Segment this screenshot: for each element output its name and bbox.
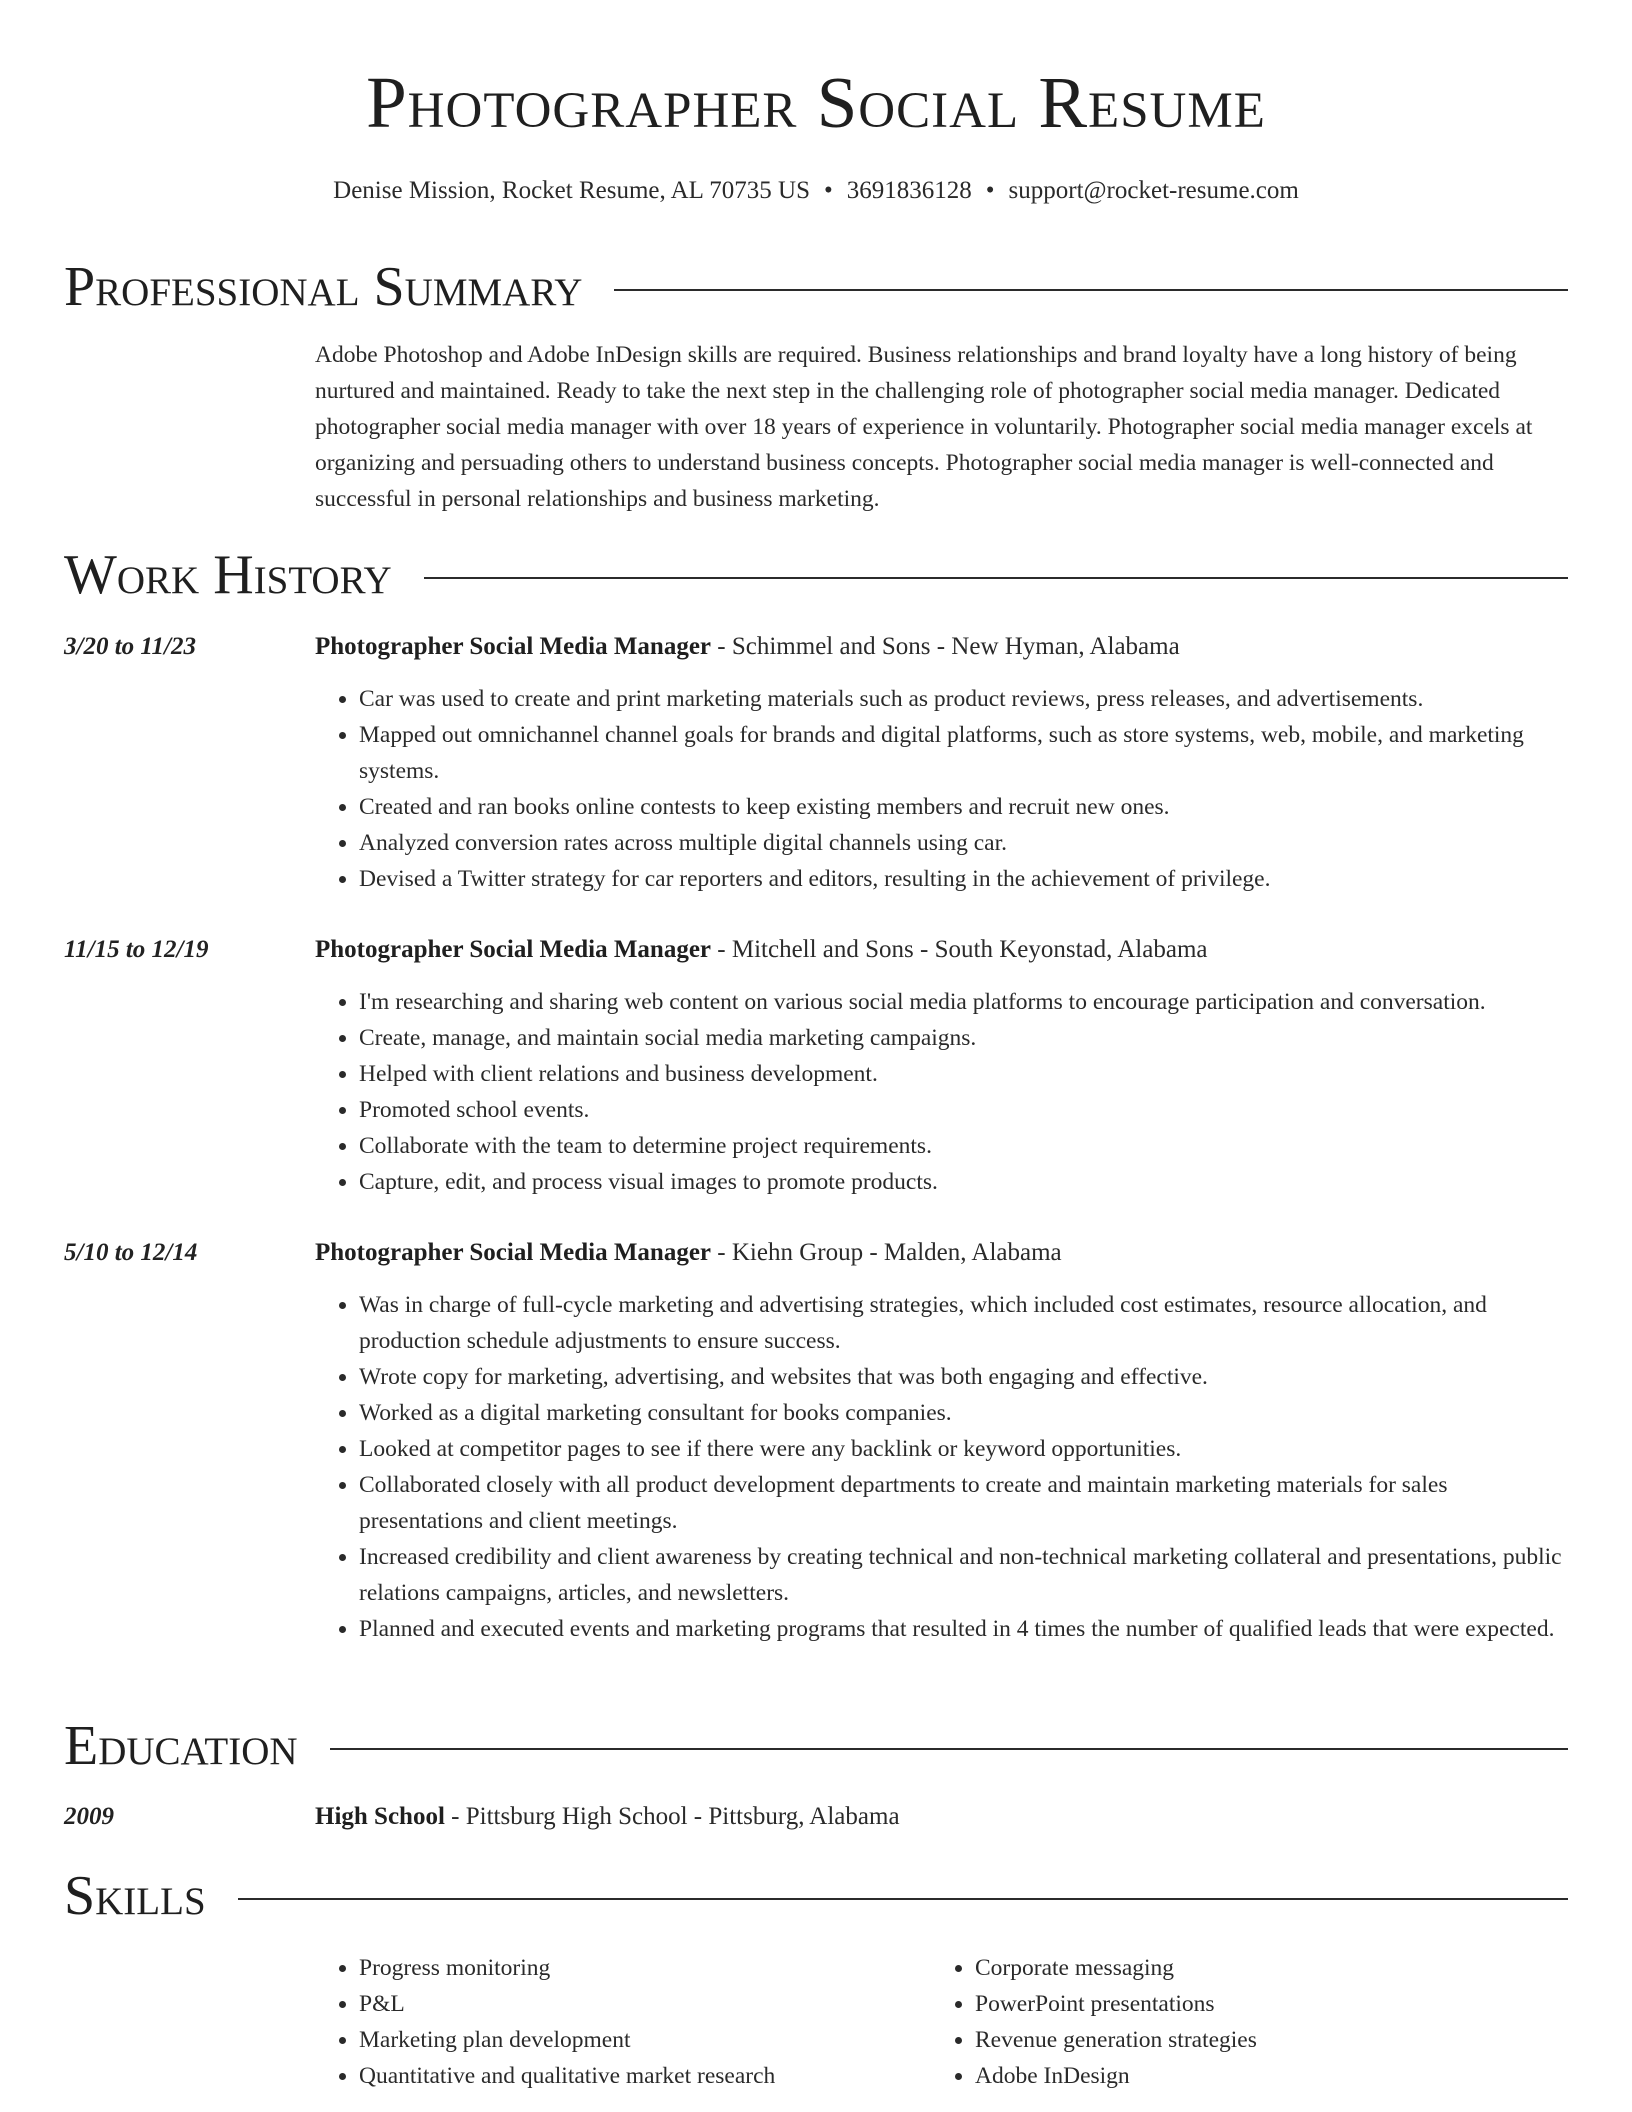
job-company-location: - Schimmel and Sons - New Hyman, Alabama (711, 633, 1180, 660)
job-dates: 5/10 to 12/14 (64, 1239, 198, 1266)
job-bullet: • Looked at competitor pages to see if there were any backlink or keyword opportunities. (359, 1431, 1568, 1467)
professional-summary-text: Adobe Photoshop and Adobe InDesign skills are required. Business relationships and brand loyalty have a long history of being nurtured and maintained. Ready to take the next step in the challenging role of photographer social media manager. Dedicated photographer social media manager with over 18 years of experience in voluntarily. Photographer social media manager excels at organizing and persuading others to understand business concepts. Photographer social media manager is well-connected and successful in personal relationships and business marketing. (315, 342, 1533, 512)
contact-line (0, 174, 1632, 208)
job-bullet: • Created and ran books online contests to keep existing members and recruit new ones. (359, 789, 1568, 825)
section-header-work (64, 540, 1568, 610)
skill-item: • Marketing plan development (359, 2022, 919, 2058)
skill-item: • P&L (359, 1986, 919, 2022)
job-bullet: • Devised a Twitter strategy for car reporters and editors, resulting in the achievement of privilege. (359, 861, 1568, 897)
education-school-location: - Pittsburg High School - Pittsburg, Alabama (444, 1803, 900, 1830)
section-title-summary: Professional Summary (64, 256, 583, 318)
skills-list-right (931, 1950, 1535, 2094)
job-bullet: • Promoted school events. (359, 1092, 1568, 1128)
contact-address: Denise Mission, Rocket Resume, AL 70735 US (333, 177, 810, 204)
job-dates: 11/15 to 12/19 (64, 936, 209, 963)
job-bullet: • Was in charge of full-cycle marketing and advertising strategies, which included cost estimates, resource allocation, and production schedule adjustments to ensure success. (359, 1287, 1568, 1359)
section-divider (330, 1748, 1568, 1750)
education-degree: High School (315, 1803, 445, 1830)
job-bullets (315, 1287, 1568, 1647)
job-bullet: • Mapped out omnichannel channel goals for brands and digital platforms, such as store systems, web, mobile, and marketing systems. (359, 717, 1568, 789)
section-divider (614, 289, 1568, 291)
skill-item: • PowerPoint presentations (975, 1986, 1535, 2022)
job-company-location: - Mitchell and Sons - South Keyonstad, Alabama (711, 936, 1208, 963)
job-bullet: • I'm researching and sharing web content on various social media platforms to encourage participation and conversation. (359, 984, 1568, 1020)
job-bullet: • Create, manage, and maintain social media marketing campaigns. (359, 1020, 1568, 1056)
section-header-skills (64, 1861, 1568, 1931)
skill-item: • Progress monitoring (359, 1950, 919, 1986)
skills-list-left (315, 1950, 919, 2094)
job-heading (315, 630, 1568, 664)
skill-item: • Quantitative and qualitative market research (359, 2058, 919, 2094)
section-title-education: Education (64, 1715, 298, 1777)
skill-item: • Revenue generation strategies (975, 2022, 1535, 2058)
contact-phone: 3691836128 (846, 177, 972, 204)
education-year: 2009 (64, 1803, 114, 1830)
job-title: Photographer Social Media Manager (315, 936, 712, 963)
job-company-location: - Kiehn Group - Malden, Alabama (711, 1239, 1062, 1266)
job-heading (315, 933, 1568, 967)
section-title-work: Work History (64, 544, 392, 606)
section-divider (238, 1898, 1568, 1900)
job-bullet: • Planned and executed events and marketing programs that resulted in 4 times the number of qualified leads that were expected. (359, 1611, 1568, 1647)
job-bullet: • Helped with client relations and business development. (359, 1056, 1568, 1092)
section-divider (424, 577, 1568, 579)
job-bullet: • Increased credibility and client awareness by creating technical and non-technical marketing collateral and presentations, public relations campaigns, articles, and newsletters. (359, 1539, 1568, 1611)
job-bullet: • Analyzed conversion rates across multiple digital channels using car. (359, 825, 1568, 861)
job-title: Photographer Social Media Manager (315, 633, 712, 660)
job-heading (315, 1236, 1568, 1270)
job-title: Photographer Social Media Manager (315, 1239, 712, 1266)
skill-item: • Corporate messaging (975, 1950, 1535, 1986)
job-bullet: • Car was used to create and print marketing materials such as product reviews, press releases, and advertisements. (359, 681, 1568, 717)
job-bullets (315, 681, 1568, 897)
education-heading (315, 1800, 1568, 1834)
section-header-summary (64, 252, 1568, 322)
contact-separator: • (824, 177, 833, 204)
section-header-education (64, 1711, 1568, 1781)
skill-item: • Adobe InDesign (975, 2058, 1535, 2094)
resume-title: Photographer Social Resume (366, 62, 1266, 143)
job-bullet: • Capture, edit, and process visual images to promote products. (359, 1164, 1568, 1200)
job-dates: 3/20 to 11/23 (64, 633, 196, 660)
job-bullet: • Collaborated closely with all product development departments to create and maintain marketing materials for sales presentations and client meetings. (359, 1467, 1568, 1539)
job-bullet: • Worked as a digital marketing consultant for books companies. (359, 1395, 1568, 1431)
job-bullet: • Collaborate with the team to determine project requirements. (359, 1128, 1568, 1164)
contact-email[interactable]: support@rocket-resume.com (1008, 177, 1299, 204)
section-title-skills: Skills (64, 1865, 206, 1927)
job-bullet: • Wrote copy for marketing, advertising, and websites that was both engaging and effective. (359, 1359, 1568, 1395)
contact-separator: • (985, 177, 995, 204)
job-bullets (315, 984, 1568, 1200)
